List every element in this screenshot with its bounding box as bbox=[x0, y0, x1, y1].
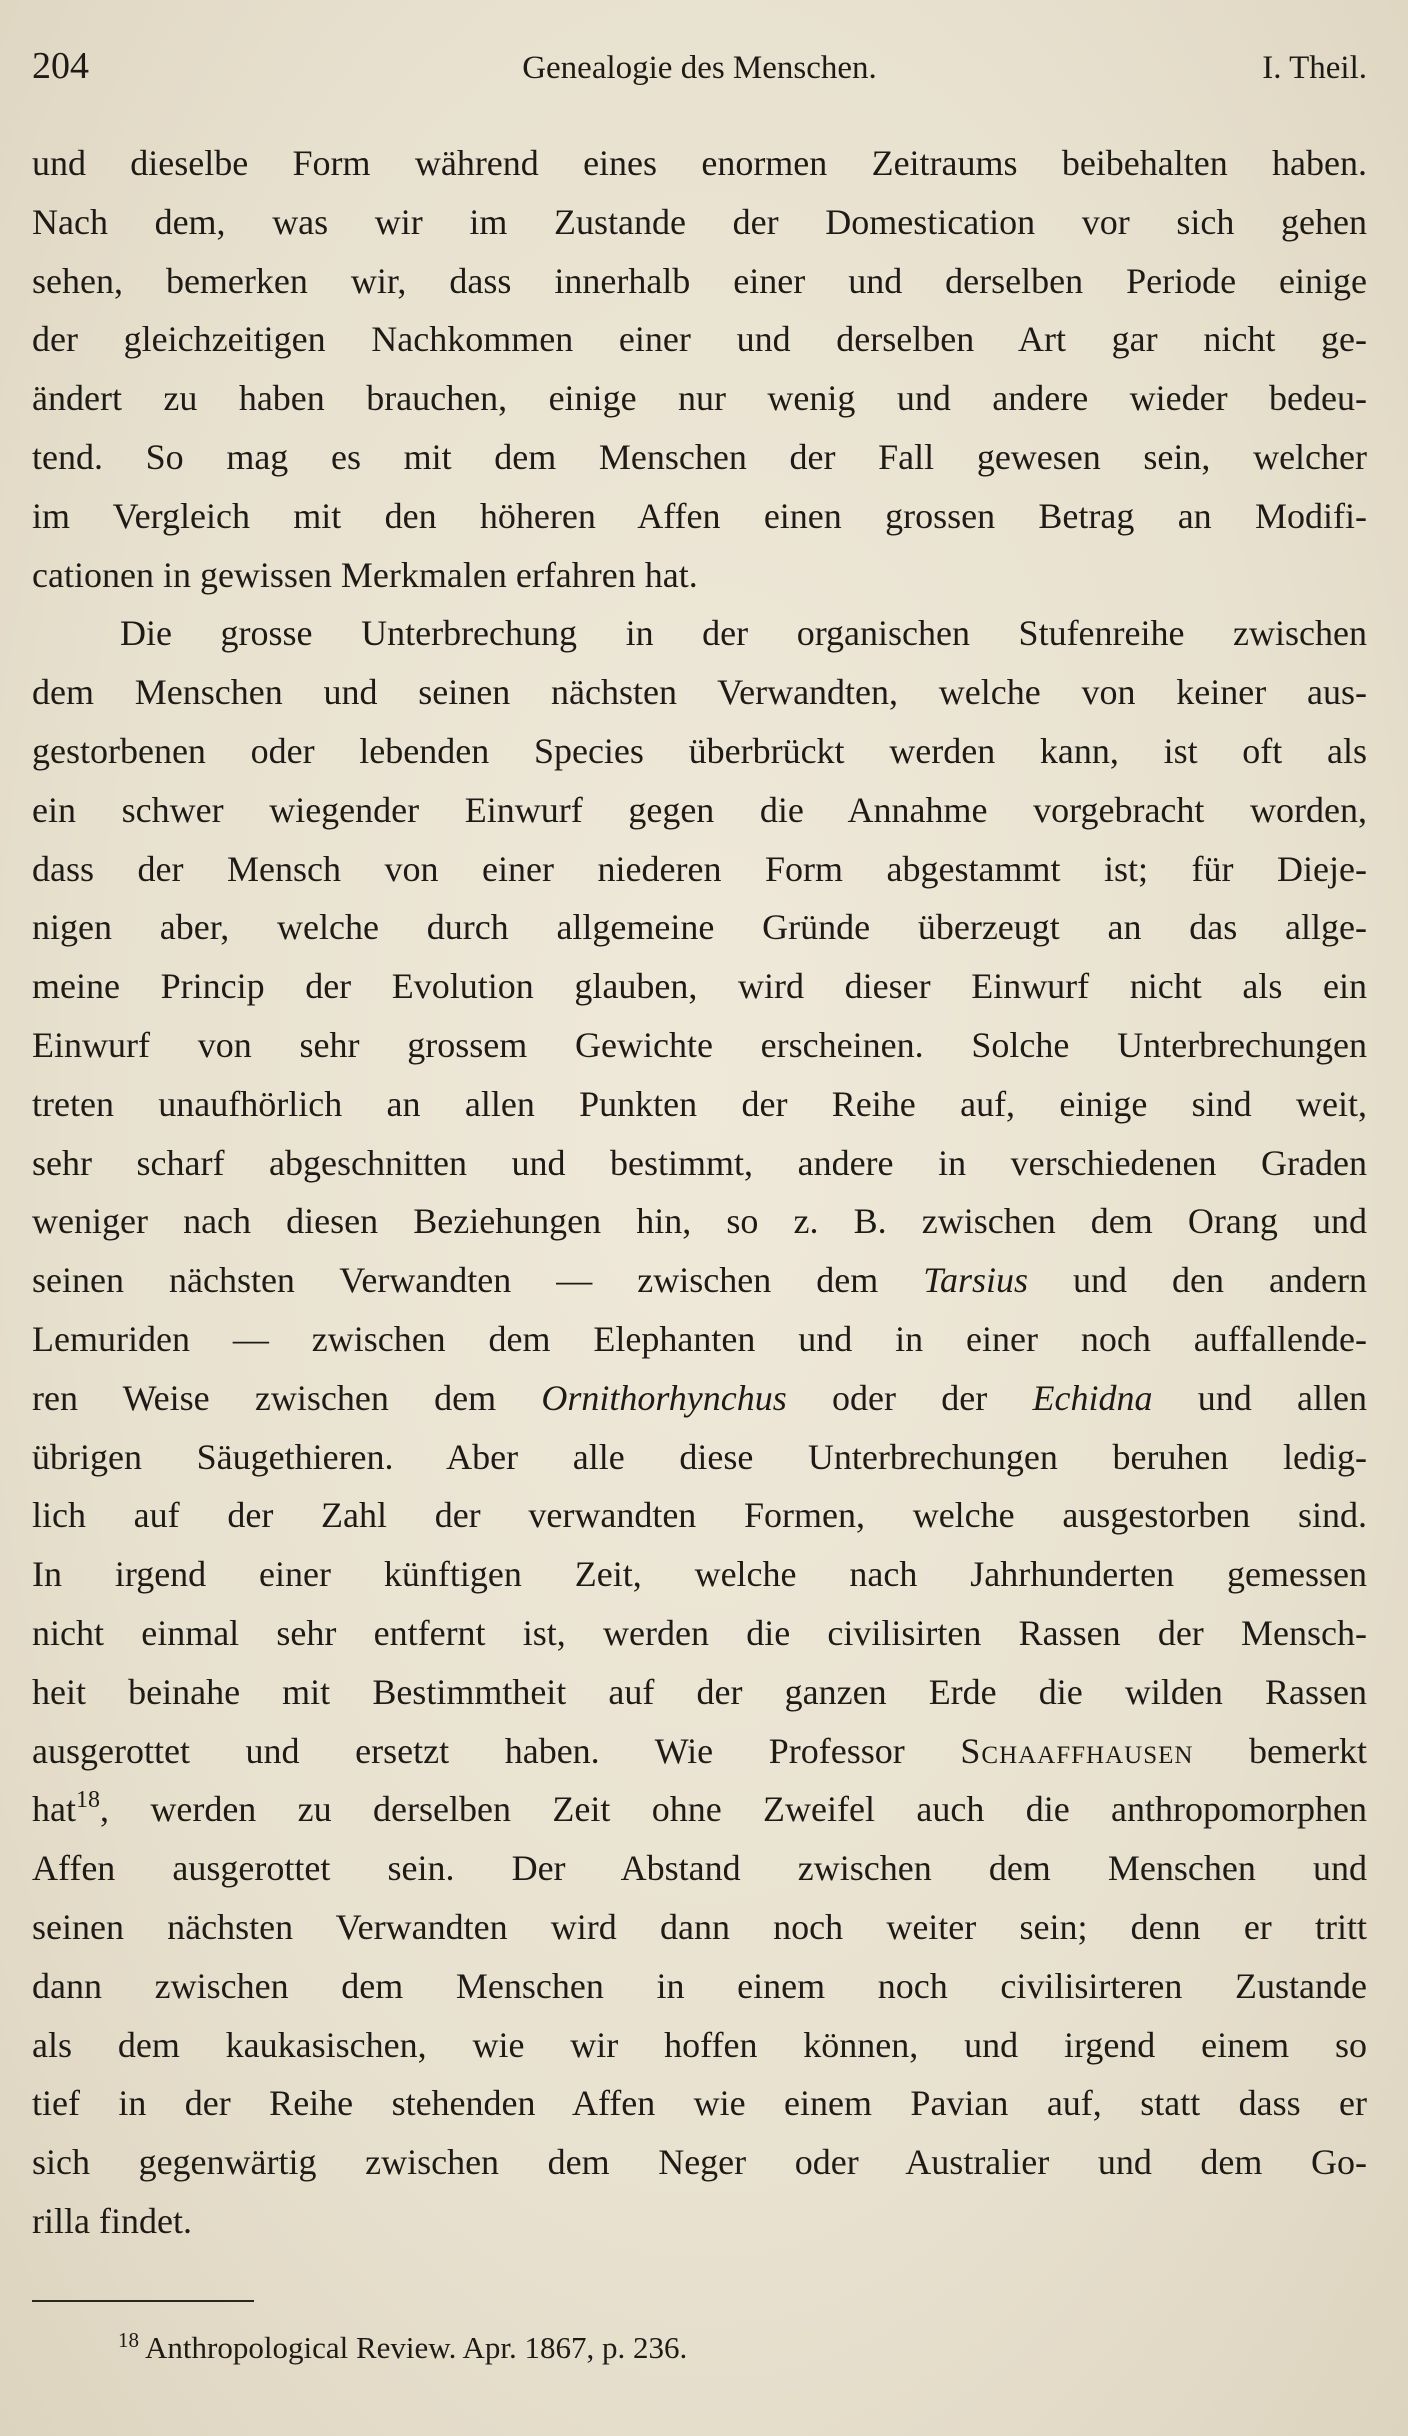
text-line bbox=[32, 1722, 1367, 1781]
text-line: nicht einmal sehr entfernt ist, werden die civilisirten Rassen der Mensch- bbox=[32, 1612, 1367, 1653]
text-line: im Vergleich mit den höheren Affen einen grossen Betrag an Modifi- bbox=[32, 495, 1367, 536]
footnote bbox=[118, 2330, 687, 2366]
footnote-rule bbox=[32, 2300, 254, 2302]
text-line: dem Menschen und seinen nächsten Verwandten, welche von keiner aus- bbox=[32, 672, 1367, 713]
text-line: nigen aber, welche durch allgemeine Gründe überzeugt an das allge- bbox=[32, 907, 1367, 948]
footnote-reference[interactable]: 18 bbox=[75, 1787, 100, 1814]
part-label: I. Theil. bbox=[1262, 50, 1367, 86]
text-line: In irgend einer künftigen Zeit, welche nach Jahrhunderten gemessen bbox=[32, 1554, 1367, 1595]
text-segment: ren Weise zwischen dem bbox=[32, 1377, 542, 1418]
text-segment: bemerkt bbox=[1193, 1730, 1368, 1771]
taxon-name: Ornithorhynchus bbox=[541, 1377, 787, 1418]
text-segment: , werden zu derselben Zeit ohne Zweifel auch die anthropomorphen bbox=[99, 1789, 1367, 1830]
text-line bbox=[32, 1780, 1367, 1839]
text-line: ein schwer wiegender Einwurf gegen die Annahme vorgebracht worden, bbox=[32, 789, 1367, 830]
text-line: Die grosse Unterbrechung in der organischen Stufenreihe zwischen bbox=[120, 613, 1367, 654]
running-title: Genealogie des Menschen. bbox=[522, 50, 877, 86]
text-line: sehen, bemerken wir, dass innerhalb einer und derselben Periode einige bbox=[32, 260, 1367, 301]
text-segment: oder der bbox=[786, 1377, 1033, 1418]
taxon-name: Tarsius bbox=[923, 1260, 1028, 1301]
text-line: weniger nach diesen Beziehungen hin, so z. B. zwischen dem Orang und bbox=[32, 1201, 1367, 1242]
footnote-text: Anthropological Review. Apr. 1867, p. 236. bbox=[145, 2330, 688, 2365]
running-header bbox=[32, 44, 1367, 94]
body-text bbox=[32, 134, 1367, 2251]
text-line: gestorbenen oder lebenden Species überbrückt werden kann, ist oft als bbox=[32, 730, 1367, 771]
text-segment: hat bbox=[32, 1789, 76, 1830]
text-line: lich auf der Zahl der verwandten Formen, welche ausgestorben sind. bbox=[32, 1495, 1367, 1536]
text-line bbox=[32, 1369, 1367, 1428]
text-line: und dieselbe Form während eines enormen Zeitraums beibehalten haben. bbox=[32, 143, 1367, 183]
text-line: seinen nächsten Verwandten wird dann noch weiter sein; denn er tritt bbox=[32, 1906, 1367, 1947]
text-segment: ausgerottet und ersetzt haben. Wie Professor bbox=[32, 1730, 961, 1771]
text-segment: seinen nächsten Verwandten — zwischen dem bbox=[32, 1260, 924, 1301]
page-number: 204 bbox=[32, 45, 89, 87]
text-line: sich gegenwärtig zwischen dem Neger oder Australier und dem Go- bbox=[32, 2142, 1367, 2183]
text-line: sehr scharf abgeschnitten und bestimmt, andere in verschiedenen Graden bbox=[32, 1142, 1367, 1183]
text-line: treten unaufhörlich an allen Punkten der Reihe auf, einige sind weit, bbox=[32, 1083, 1367, 1124]
taxon-name: Echidna bbox=[1032, 1377, 1153, 1418]
text-segment: und allen bbox=[1152, 1377, 1368, 1418]
text-line: ändert zu haben brauchen, einige nur wenig und andere wieder bedeu- bbox=[32, 378, 1367, 419]
text-line: dann zwischen dem Menschen in einem noch civilisirteren Zustande bbox=[32, 1965, 1367, 2006]
text-line: Affen ausgerottet sein. Der Abstand zwischen dem Menschen und bbox=[32, 1848, 1367, 1889]
text-line: cationen in gewissen Merkmalen erfahren hat. bbox=[32, 554, 698, 595]
text-line: Einwurf von sehr grossem Gewichte erscheinen. Solche Unterbrechungen bbox=[32, 1024, 1367, 1065]
text-line: der gleichzeitigen Nachkommen einer und derselben Art gar nicht ge- bbox=[32, 319, 1367, 360]
footnote-marker: 18 bbox=[118, 2328, 139, 2352]
text-line: tief in der Reihe stehenden Affen wie einem Pavian auf, statt dass er bbox=[32, 2083, 1367, 2124]
text-line: rilla findet. bbox=[32, 2200, 192, 2241]
text-line: als dem kaukasischen, wie wir hoffen können, und irgend einem so bbox=[32, 2024, 1367, 2065]
text-line: meine Princip der Evolution glauben, wird dieser Einwurf nicht als ein bbox=[32, 966, 1367, 1007]
text-line: dass der Mensch von einer niederen Form abgestammt ist; für Dieje- bbox=[32, 848, 1367, 889]
text-line: tend. So mag es mit dem Menschen der Fall gewesen sein, welcher bbox=[32, 436, 1367, 477]
text-line bbox=[32, 1251, 1367, 1310]
author-name: Schaaffhausen bbox=[960, 1730, 1194, 1771]
text-line: Lemuriden — zwischen dem Elephanten und in einer noch auffallende- bbox=[32, 1318, 1367, 1359]
text-line: heit beinahe mit Bestimmtheit auf der ganzen Erde die wilden Rassen bbox=[32, 1671, 1367, 1712]
text-segment: und den andern bbox=[1028, 1260, 1367, 1301]
text-line: Nach dem, was wir im Zustande der Domestication vor sich gehen bbox=[32, 201, 1367, 242]
text-line: übrigen Säugethieren. Aber alle diese Unterbrechungen beruhen ledig- bbox=[32, 1436, 1367, 1477]
